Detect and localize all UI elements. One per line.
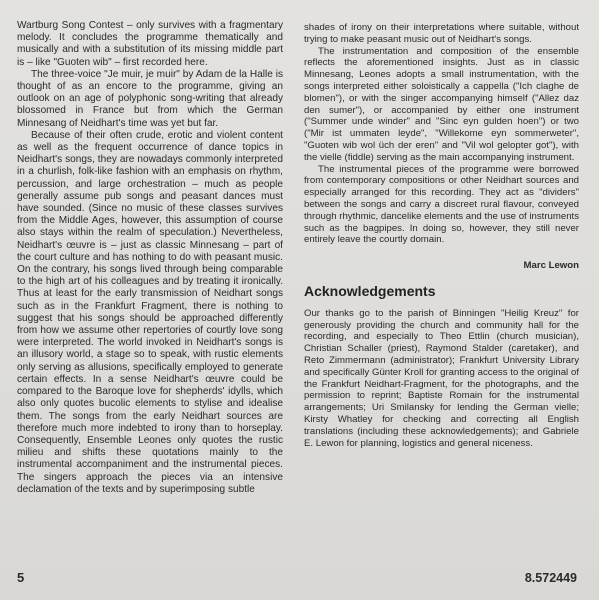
right-paragraph-2: The instrumentation and composition of the ensemble reflects the aforementioned insights. Just as in classic Minnesang, Leones adopts a small instrumentation, with the songs interpreted either soloistically a cappella ("Ich claghe de blomen"), or with the singer accompanying himself ("Allez daz den sumer"), or accompanied by either one instrument ("Summer unde winder" and "Sinc eyn gulden hoen") or two ("Mir ist ummaten leyde", "Willekome eyn sommerweter", "Guoten wib wol üch der eren" and "Vil wol gelopter got"), with the vielle (fiddle) serving as the main accompanying instrument. [304,45,579,163]
acknowledgements-text: Our thanks go to the parish of Binningen "Heilig Kreuz" for generously providing the church and community hall for the recording, and especially to Theo Ettlin (church musician), Christian Schaller (priest), Raymond Stalder (caretaker), and Reto Zimmermann (administrator); Frankfurt University Library and specifically Günter Kroll for granting access to the original of the Frankfurt Neidhart-Fragment, for the photographs, and the permission to reprint; Baptiste Romain for the instrumental arrangements; Uri Smilansky for lending the German vielle; Kirsty Whatley for checking and correcting all English translations (including these acknowledgements); and Gabriele E. Lewon for planning, logistics and general niceness. [304,307,579,449]
page-number: 5 [17,570,25,585]
author-signature: Marc Lewon [523,260,579,272]
right-column [304,22,579,449]
left-column [17,20,283,496]
right-paragraph-3: The instrumental pieces of the programme were borrowed from contemporary compositions or other Neidhart sources and especially arranged for this recording. They act as "dividers" between the songs and carry a discreet rural flavour, conveyed through rhythmic, dancelike elements and the use of instruments such as the bagpipes. In doing so, however, they still never entirely leave the courtly domain. [304,163,579,246]
acknowledgements-heading: Acknowledgements [304,282,436,299]
catalog-number: 8.572449 [524,571,577,585]
left-paragraph-2: The three-voice "Je muir, je muir" by Adam de la Halle is thought of as an encore to the programme, giving an outlook on an age of polyphonic song-writing that already blossomed in France but from which the German Minnesang of Neidhart's time was yet but far. [17,68,283,129]
right-paragraph-1: shades of irony on their interpretations where suitable, without trying to make peasant music out of Neidhart's songs. [304,22,579,45]
left-paragraph-3: Because of their often crude, erotic and violent content as well as the frequent occurrence of dance topics in Neidhart's songs, they are nowadays commonly interpreted in a churlish, folk-like fashion with an emphasis on rhythm, percussion, and large orchestration – much as people generally assume pub songs and peasant dances must have sounded. (Since no music of these classes survives from the Middle Ages, however, this assumption of course also stays within the realm of speculation.) Nevertheless, Neidhart's œuvre is – just as classic Minnesang – part of the court culture and has nothing to do with peasant music. On the contrary, his songs lived through being comparable to the high art of his colleagues and by treating it ironically. Thus at least for the early transmission of Neidhart songs such as in the Frankfurt Fragment, there is nothing to suggest that his songs should be approached differently from how we assume other repertories of courtly love song were interpreted. The world invoked in Neidhart's songs is an illusory world, a stage so to speak, with rustic elements only serving as allusions, specifically employed to generate certain effects. In a sense Neidhart's œuvre could be compared to the Baroque love for shepherds' idylls, which also only quotes bucolic elements to stylise and idealise them. The songs from the early Neidhart sources are therefore much more indebted to irony than to horseplay. Consequently, Ensemble Leones only quotes the rustic milieu and shifts these quotations mainly to the instrumental accompaniment and the instrumental pieces. The singers approach the pieces via an intensive declamation of the texts and by superimposing subtle [17,129,283,495]
left-paragraph-1: Wartburg Song Contest – only survives with a fragmentary melody. It concludes the programme thematically and musically and with a substitution of its missing middle part is – like "Guoten wib" – first recorded here. [17,20,283,68]
